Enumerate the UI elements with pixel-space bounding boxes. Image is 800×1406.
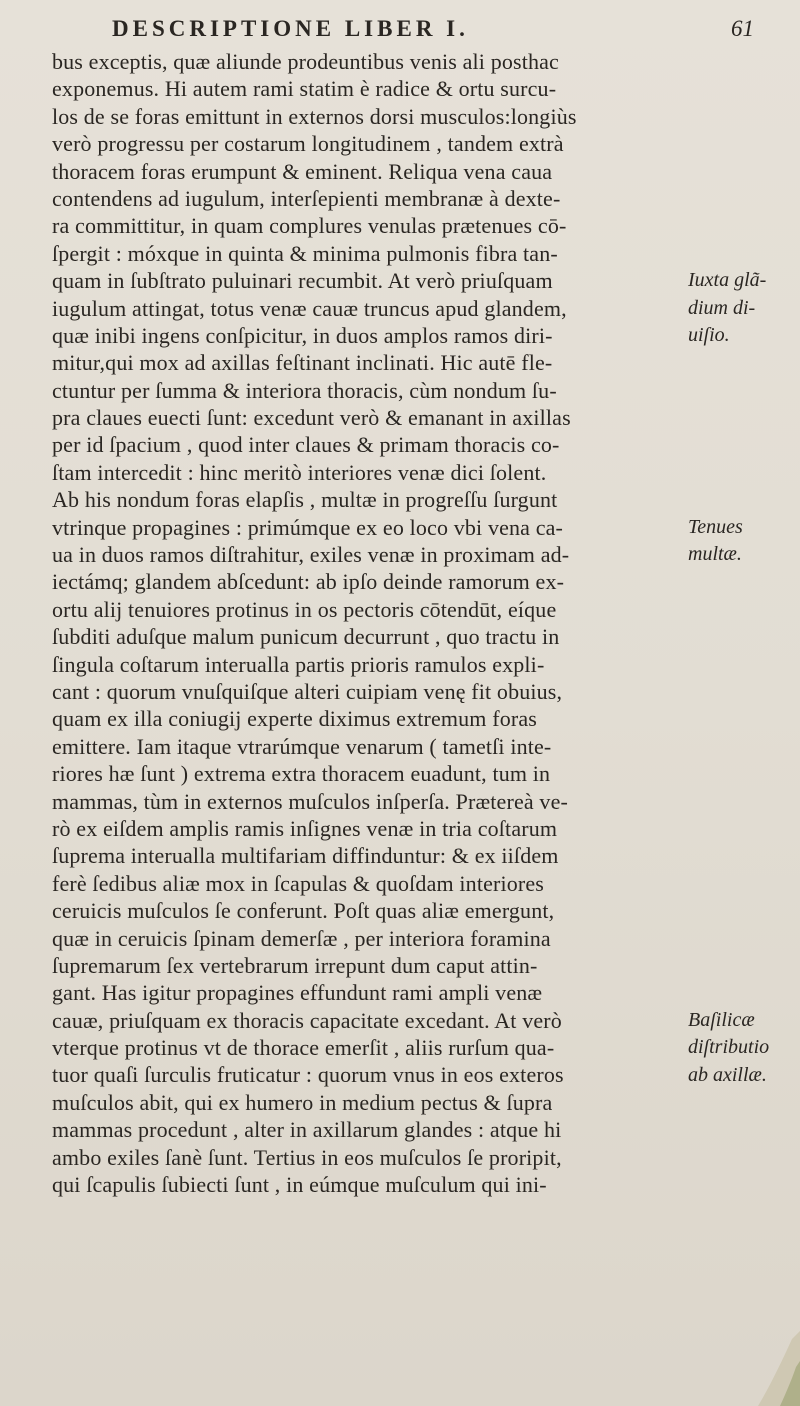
text-line: iugulum attingat, totus venæ cauæ truncus apud glandem, xyxy=(52,295,567,321)
margin-note: uiſio. xyxy=(688,324,730,346)
text-line: ctuntur per ſumma & interiora thoracis, cùm nondum ſu- xyxy=(52,377,557,403)
margin-note: Iuxta glã- xyxy=(688,269,767,292)
text-line: riores hæ ſunt ) extrema extra thoracem euadunt, tum in xyxy=(52,761,551,787)
text-line: mammas procedunt , alter in axillarum glandes : atque hi xyxy=(52,1117,562,1143)
text-line: ſuprema interualla multifariam diffinduntur: & ex iiſdem xyxy=(52,843,559,869)
margin-note: Tenues xyxy=(688,515,743,538)
text-line: ceruicis muſculos ſe conferunt. Poſt quas aliæ emergunt, xyxy=(52,898,555,924)
text-line: vtrinque propagines : primúmque ex eo loco vbi vena ca- xyxy=(52,514,564,540)
text-line: mammas, tùm in externos muſculos inſperſa. Prætereà ve- xyxy=(52,788,568,814)
text-line: exponemus. Hi autem rami statim è radice & ortu surcu- xyxy=(52,76,557,102)
text-line: tuor quaſi ſurculis fruticatur : quorum vnus in eos exteros xyxy=(52,1062,564,1088)
text-line: contendens ad iugulum, interſepienti membranæ à dexte- xyxy=(52,185,561,211)
margin-note: multæ. xyxy=(688,543,742,566)
text-line: bus exceptis, quæ aliunde prodeuntibus venis ali posthac xyxy=(52,49,559,74)
text-line: vterque protinus vt de thorace emerſit , aliis rurſum qua- xyxy=(52,1035,555,1061)
text-line: Ab his nondum foras elapſis , multæ in progreſſu ſurgunt xyxy=(52,487,558,513)
text-line: gant. Has igitur propagines effundunt rami ampli venæ xyxy=(52,980,543,1006)
margin-note: ab axillæ. xyxy=(688,1063,767,1086)
text-line: ſpergit : móxque in quinta & minima pulmonis fibra tan- xyxy=(52,240,558,266)
text-line: ambo exiles ſanè ſunt. Tertius in eos muſculos ſe proripit, xyxy=(52,1144,562,1170)
text-line: ſupremarum ſex vertebrarum irrepunt dum caput attin- xyxy=(52,952,538,978)
text-line: thoracem foras erumpunt & eminent. Reliqua vena caua xyxy=(52,158,553,184)
text-line: cant : quorum vnuſquiſque alteri cuipiam venę fit obuius, xyxy=(52,678,563,704)
text-line: per id ſpacium , quod inter claues & primam thoracis co- xyxy=(52,432,560,458)
text-line: mitur,qui mox ad axillas feſtinant inclinati. Hic autē fle- xyxy=(52,350,553,376)
text-line: ſingula coſtarum interualla partis prioris ramulos expli- xyxy=(52,651,545,677)
text-line: emittere. Iam itaque vtrarúmque venarum ( tametſi inte- xyxy=(52,733,552,759)
text-line: pra claues euecti ſunt: excedunt verò & emanant in axillas xyxy=(52,405,571,431)
text-line: iectámq; glandem abſcedunt: ab ipſo deinde ramorum ex- xyxy=(52,569,565,595)
text-line: ſubditi aduſque malum punicum decurrunt , quo tractu in xyxy=(52,624,560,650)
text-line: quæ inibi ingens conſpicitur, in duos amplos ramos diri- xyxy=(52,322,553,348)
text-line: cauæ, priuſquam ex thoracis capacitate excedant. At verò xyxy=(52,1007,562,1033)
running-title: DESCRIPTIONE LIBER I. xyxy=(112,16,469,41)
text-block xyxy=(52,48,732,1198)
text-line: ra committitur, in quam complures venulas prætenues cō- xyxy=(52,213,567,239)
text-line: muſculos abit, qui ex humero in medium pectus & ſupra xyxy=(52,1089,553,1115)
running-header xyxy=(112,16,754,42)
text-line: ua in duos ramos diſtrahitur, exiles venæ in proximam ad- xyxy=(52,542,570,568)
page-number: 61 xyxy=(731,16,754,41)
text-line: quæ in ceruicis ſpinam demerſæ , per interiora foramina xyxy=(52,925,551,951)
margin-note: diſtributio xyxy=(688,1036,770,1059)
text-line: qui ſcapulis ſubiecti ſunt , in eúmque muſculum qui ini- xyxy=(52,1172,547,1198)
margin-note: dium di- xyxy=(688,296,756,319)
text-line: ſtam intercedit : hinc meritò interiores venæ dici ſolent. xyxy=(52,459,547,485)
text-line: los de se foras emittunt in externos dorsi musculos:longiùs xyxy=(52,103,577,129)
page-corner-stain xyxy=(740,1331,800,1406)
text-line: ferè ſedibus aliæ mox in ſcapulas & quoſdam interiores xyxy=(52,870,544,896)
text-line: verò progressu per costarum longitudinem , tandem extrà xyxy=(52,131,564,157)
text-line: quam in ſubſtrato puluinari recumbit. At verò priuſquam xyxy=(52,268,553,294)
text-line: ortu alij tenuiores protinus in os pectoris cōtendūt, eíque xyxy=(52,596,557,622)
text-line: rò ex eiſdem amplis ramis inſignes venæ in tria coſtarum xyxy=(52,815,558,841)
text-line: quam ex illa coniugij experte diximus extremum foras xyxy=(52,706,537,732)
margin-note: Baſilicæ xyxy=(688,1009,755,1031)
